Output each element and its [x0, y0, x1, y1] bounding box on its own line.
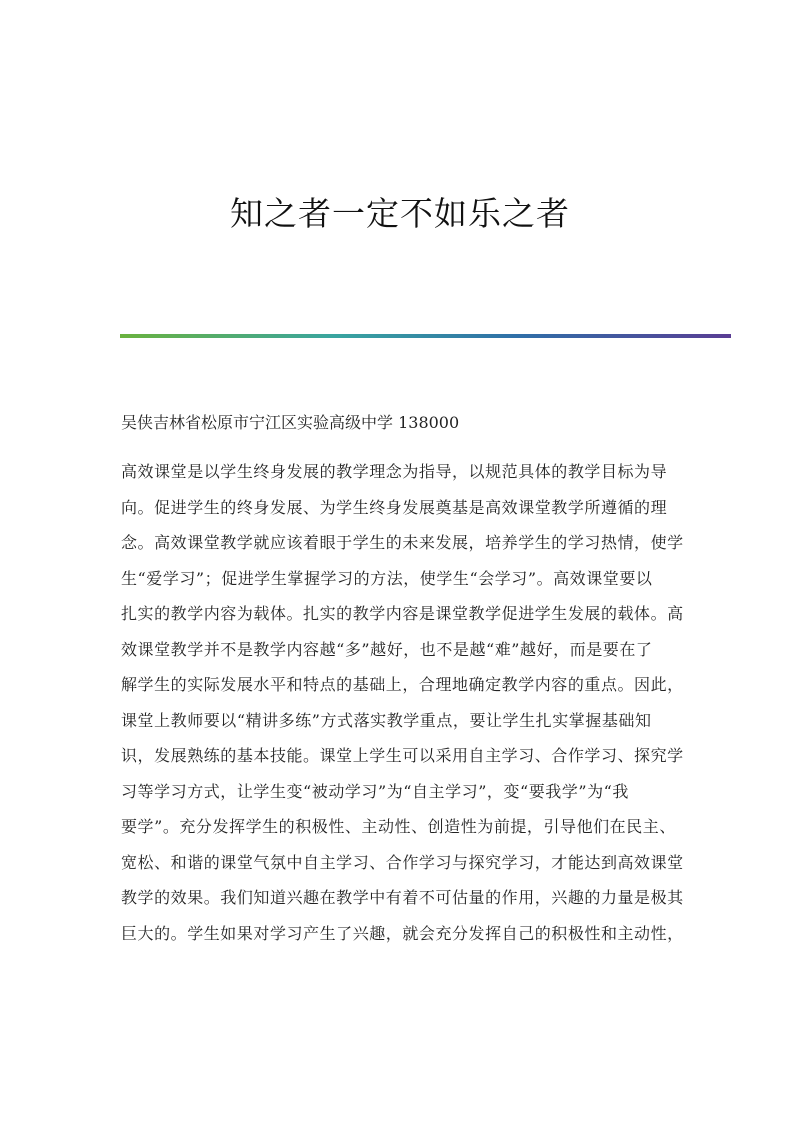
body-line: 效课堂教学并不是教学内容越“多”越好，也不是越“难”越好，而是要在了	[121, 639, 653, 659]
body-line: 念。高效课堂教学就应该着眼于学生的未来发展，培养学生的学习热情，使学	[121, 533, 684, 552]
body-line: 识，发展熟练的基本技能。课堂上学生可以采用自主学习、合作学习、探究学	[121, 746, 684, 765]
title-divider	[120, 334, 731, 338]
document-title: 知之者一定不如乐之者	[230, 194, 570, 233]
body-line: 解学生的实际发展水平和特点的基础上，合理地确定教学内容的重点。因此，	[121, 675, 684, 694]
body-line: 教学的效果。我们知道兴趣在教学中有着不可估量的作用，兴趣的力量是极其	[121, 888, 684, 907]
body-text	[121, 454, 684, 951]
body-line: 习等学习方式，让学生变“被动学习”为“自主学习”，变“要我学”为“我	[121, 781, 629, 801]
body-line: 要学”。充分发挥学生的积极性、主动性、创造性为前提，引导他们在民主、	[121, 817, 676, 836]
body-line: 巨大的。学生如果对学习产生了兴趣，就会充分发挥自己的积极性和主动性，	[121, 923, 684, 943]
body-line: 课堂上教师要以“精讲多练”方式落实教学重点，要让学生扎实掌握基础知	[121, 710, 652, 730]
author-affiliation: 吴侠吉林省松原市宁江区实验高级中学 138000	[121, 413, 460, 432]
body-line: 高效课堂是以学生终身发展的教学理念为指导，以规范具体的教学目标为导	[121, 462, 668, 481]
body-line: 扎实的教学内容为载体。扎实的教学内容是课堂教学促进学生发展的载体。高	[121, 604, 684, 623]
body-line: 宽松、和谐的课堂气氛中自主学习、合作学习与探究学习，才能达到高效课堂	[121, 852, 684, 872]
body-line: 生“爱学习”；促进学生掌握学习的方法，使学生“会学习”。高效课堂要以	[121, 568, 653, 588]
body-line: 向。促进学生的终身发展、为学生终身发展奠基是高效课堂教学所遵循的理	[121, 497, 668, 517]
